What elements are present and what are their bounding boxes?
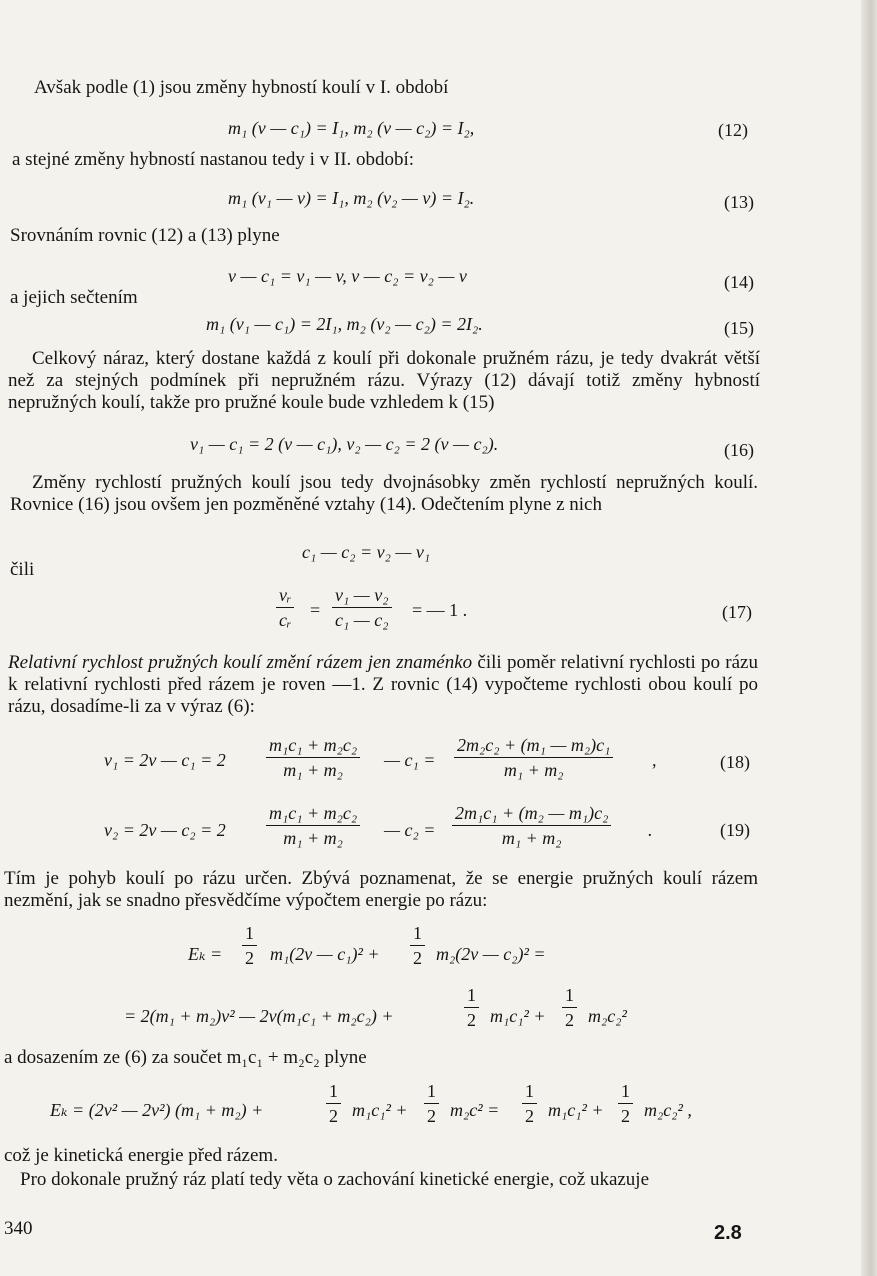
- equation-15: m₁ (v₁ — c₁) = 2I₁, m₂ (v₂ — c₂) = 2I₂.: [206, 314, 483, 334]
- fraction-numerator: 1: [618, 1080, 633, 1104]
- energy3-lead: Eₖ = (2v² — 2v²) (m₁ + m₂) +: [50, 1100, 264, 1120]
- conclusion-text: Pro dokonale pružný ráz platí tedy věta o zachování kinetické energie, což ukazuje: [20, 1169, 650, 1190]
- equation-13: m₁ (v₁ — v) = I₁, m₂ (v₂ — v) = I₂.: [228, 188, 475, 208]
- eq18-fraction-result: [454, 734, 613, 781]
- fraction-numerator: 1: [326, 1080, 341, 1104]
- eq19-lead: v₂ = 2v — c₂ = 2: [104, 820, 226, 840]
- fraction-numerator: vᵣ: [276, 584, 294, 608]
- fraction-denominator: m₁ + m₂: [501, 828, 562, 848]
- fraction-numerator: 2m₂c₂ + (m₁ — m₂)c₁: [454, 734, 613, 758]
- eq19-fraction-mean: [266, 802, 360, 849]
- eq18-mid: — c₁ =: [384, 750, 436, 770]
- eq19-fraction-result: [452, 802, 611, 849]
- fraction-denominator: 2: [427, 1106, 436, 1126]
- energy3-term3: m₁c₁² +: [548, 1100, 604, 1120]
- energy3-term4: m₂c₂² ,: [644, 1100, 692, 1120]
- page-edge-shadow: [861, 0, 877, 1276]
- fraction-denominator: 2: [245, 948, 254, 968]
- energy2-term1: m₁c₁² +: [490, 1006, 546, 1026]
- energy1-term2: m₂(2v — c₂)² =: [436, 944, 546, 964]
- equation-16: v₁ — c₁ = 2 (v — c₁), v₂ — c₂ = 2 (v — c₂).: [190, 434, 499, 454]
- kinetic-before-text: což je kinetická energie před rázem.: [4, 1145, 278, 1166]
- energy1-term1: m₁(2v — c₁)² +: [270, 944, 380, 964]
- eq17-equals: =: [310, 600, 321, 620]
- difference-equation: c₁ — c₂ = v₂ — v₁: [302, 542, 431, 562]
- fraction-numerator: 1: [562, 984, 577, 1008]
- equation-number-17: (17): [722, 602, 752, 622]
- energy2-half-a: [464, 984, 479, 1031]
- eq19-mid: — c₂ =: [384, 820, 436, 840]
- page-number: 340: [4, 1218, 33, 1239]
- fraction-denominator: c₁ — c₂: [335, 610, 389, 630]
- summing-text: a jejich sečtením: [10, 287, 138, 308]
- energy2-lead: = 2(m₁ + m₂)v² — 2v(m₁c₁ + m₂c₂) +: [124, 1006, 394, 1026]
- fraction-numerator: 1: [242, 922, 257, 946]
- energy3-term1: m₁c₁² +: [352, 1100, 408, 1120]
- fraction-denominator: cᵣ: [279, 610, 292, 630]
- total-impact-paragraph: Celkový náraz, který dostane každá z koulí při dokonale pružném rázu, je tedy dvakrát větší než za stejných podmínek při nepružném rázu. Výrazy (12) dávají totiž změny hybností nepružných koulí, takže pro pružné koule bude vzhledem k (15): [8, 348, 760, 413]
- fraction-numerator: v₁ — v₂: [332, 584, 392, 608]
- equation-14: v — c₁ = v₁ — v, v — c₂ = v₂ — v: [228, 266, 467, 286]
- relative-velocity-rest: čili poměr relativní rychlosti po rázu k relativní rychlosti před rázem je roven —1. Z rovnic (14) vypočteme rychlosti obou koulí po rázu, dosadíme-li za v výraz (6):: [8, 652, 758, 717]
- equation-number-12: (12): [718, 120, 748, 140]
- fraction-denominator: 2: [329, 1106, 338, 1126]
- fraction-numerator: 1: [464, 984, 479, 1008]
- equation-number-16: (16): [724, 440, 754, 460]
- equation-number-18: (18): [720, 752, 750, 772]
- eq17-fraction-velocities: [332, 584, 392, 631]
- fraction-denominator: 2: [413, 948, 422, 968]
- fraction-numerator: m₁c₁ + m₂c₂: [266, 734, 360, 758]
- substituting-text: a dosazením ze (6) za součet m₁c₁ + m₂c₂ plyne: [4, 1047, 367, 1068]
- fraction-numerator: 1: [410, 922, 425, 946]
- energy3-half-c: [522, 1080, 537, 1127]
- eq17-tail: = — 1 .: [412, 600, 468, 620]
- energy3-half-a: [326, 1080, 341, 1127]
- energy2-half-b: [562, 984, 577, 1031]
- motion-determined-paragraph: Tím je pohyb koulí po rázu určen. Zbývá poznamenat, že se energie pružných koulí rázem nezmění, jak se snadno přesvědčíme výpočtem energie po rázu:: [4, 868, 758, 911]
- equation-number-15: (15): [724, 318, 754, 338]
- comparing-text: Srovnáním rovnic (12) a (13) plyne: [10, 225, 280, 246]
- energy1-lead: Eₖ =: [188, 944, 223, 964]
- eq17-fraction-relative: [276, 584, 294, 631]
- fraction-numerator: 1: [424, 1080, 439, 1104]
- eq18-tail: ,: [652, 750, 657, 770]
- fraction-denominator: 2: [565, 1010, 574, 1030]
- energy1-half-b: [410, 922, 425, 969]
- fraction-denominator: 2: [525, 1106, 534, 1126]
- eq18-lead: v₁ = 2v — c₁ = 2: [104, 750, 226, 770]
- same-changes-text: a stejné změny hybností nastanou tedy i v II. období:: [12, 149, 415, 170]
- velocity-changes-paragraph: Změny rychlostí pružných koulí jsou tedy dvojnásobky změn rychlostí nepružných koulí. Rovnice (16) jsou ovšem jen pozměněné vztahy (14). Odečtením plyne z nich: [10, 472, 758, 515]
- fraction-numerator: 1: [522, 1080, 537, 1104]
- fraction-numerator: m₁c₁ + m₂c₂: [266, 802, 360, 826]
- relative-velocity-paragraph: [8, 652, 758, 718]
- eq19-tail: .: [648, 820, 653, 840]
- fraction-denominator: 2: [467, 1010, 476, 1030]
- cili-text: čili: [10, 559, 35, 580]
- energy2-term2: m₂c₂²: [588, 1006, 627, 1026]
- energy3-half-b: [424, 1080, 439, 1127]
- equation-number-14: (14): [724, 272, 754, 292]
- fraction-denominator: m₁ + m₂: [283, 760, 343, 780]
- equation-12: m₁ (v — c₁) = I₁, m₂ (v — c₂) = I₂,: [228, 118, 475, 138]
- fraction-numerator: 2m₁c₁ + (m₂ — m₁)c₂: [452, 802, 611, 826]
- equation-number-13: (13): [724, 192, 754, 212]
- relative-velocity-emphasis: Relativní rychlost pružných koulí změní rázem jen znaménko: [8, 652, 473, 673]
- fraction-denominator: m₁ + m₂: [503, 760, 564, 780]
- section-number: 2.8: [714, 1222, 742, 1244]
- intro-text: Avšak podle (1) jsou změny hybností koulí v I. období: [34, 77, 449, 98]
- energy3-half-d: [618, 1080, 633, 1127]
- energy1-half-a: [242, 922, 257, 969]
- fraction-denominator: 2: [621, 1106, 630, 1126]
- energy3-term2: m₂c² =: [450, 1100, 500, 1120]
- eq18-fraction-mean: [266, 734, 360, 781]
- fraction-denominator: m₁ + m₂: [283, 828, 343, 848]
- equation-number-19: (19): [720, 820, 750, 840]
